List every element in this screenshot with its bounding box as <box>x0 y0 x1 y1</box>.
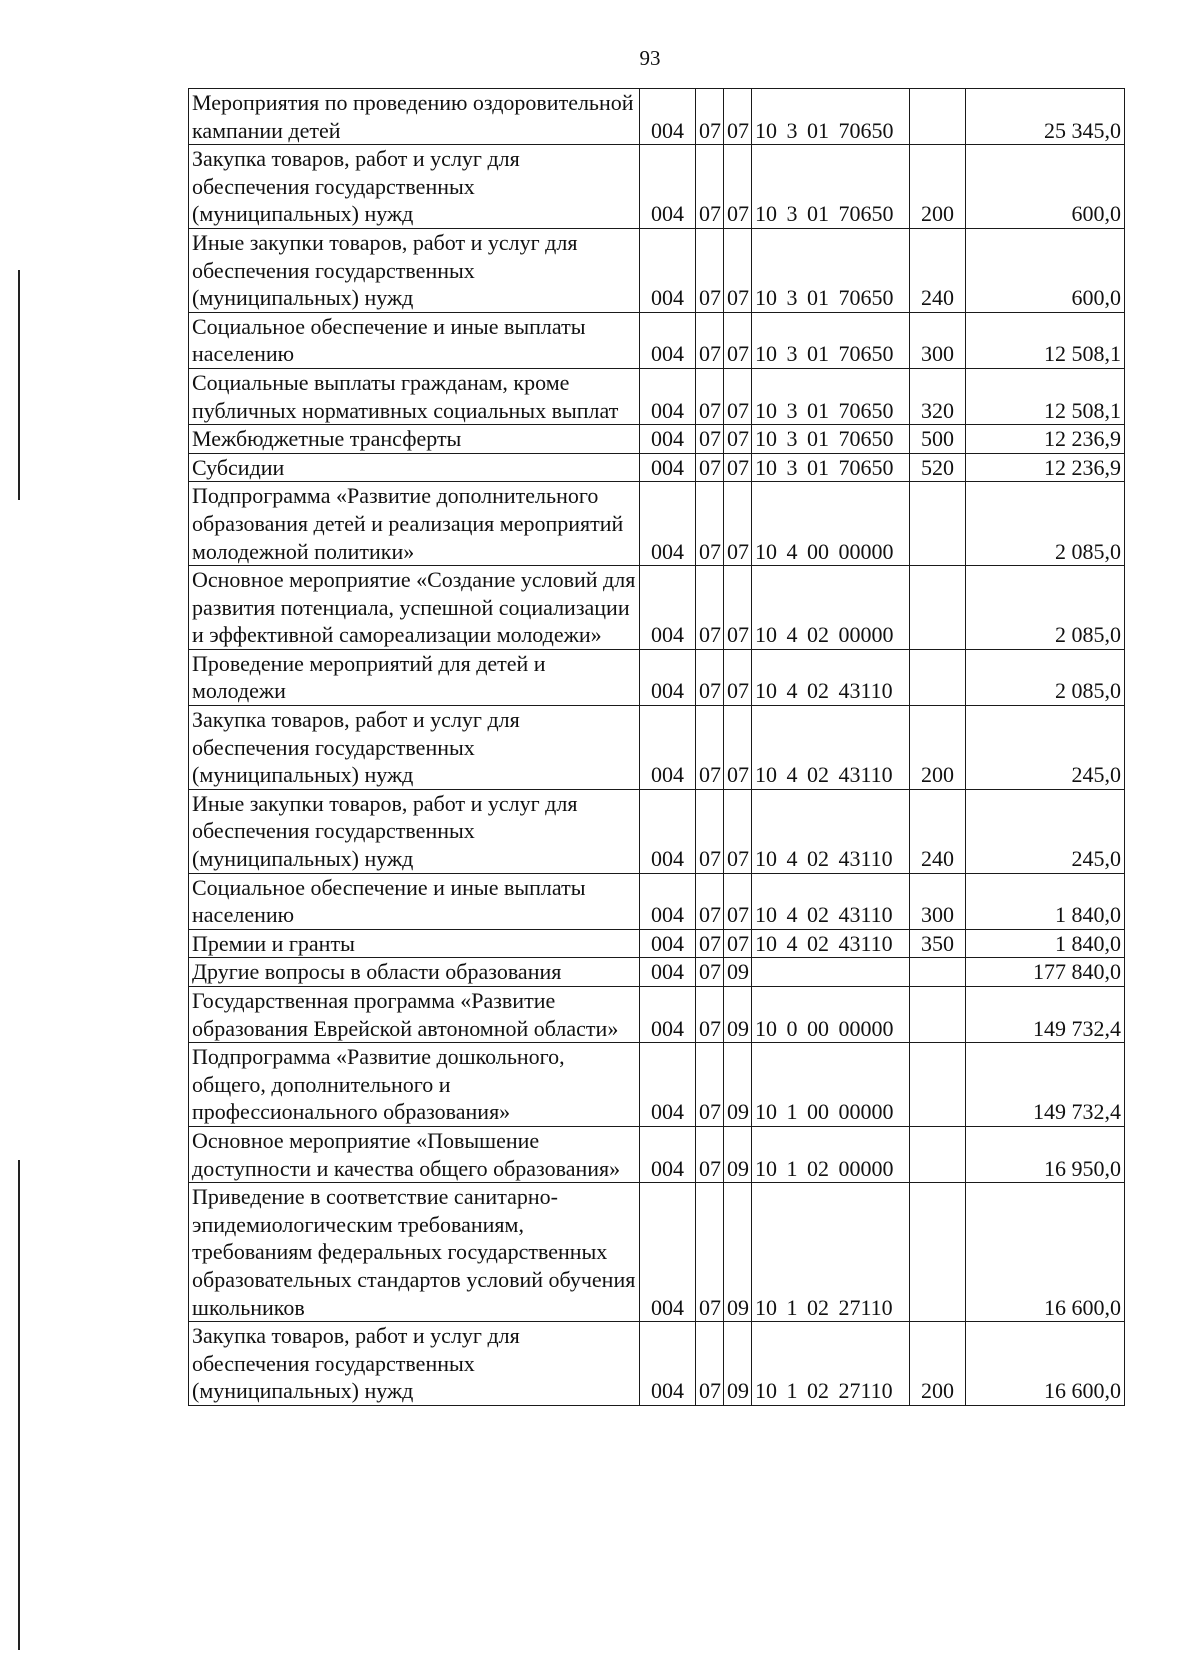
grbs-code-cell: 004 <box>640 649 696 705</box>
section-code-cell: 07 <box>696 649 724 705</box>
grbs-code-cell: 004 <box>640 1322 696 1406</box>
subsection-code-cell: 09 <box>724 958 752 987</box>
amount-cell: 12 236,9 <box>966 425 1125 454</box>
row-name-cell: Социальное обеспечение и иные выплаты населению <box>189 873 640 929</box>
row-name-cell: Социальные выплаты гражданам, кроме публичных нормативных социальных выплат <box>189 368 640 424</box>
budget-table-body <box>189 89 1125 1406</box>
amount-cell: 149 732,4 <box>966 987 1125 1043</box>
grbs-code-cell: 004 <box>640 1043 696 1127</box>
table-row <box>189 89 1125 145</box>
table-row <box>189 312 1125 368</box>
amount-cell: 2 085,0 <box>966 649 1125 705</box>
expense-type-code-cell <box>910 566 966 650</box>
grbs-code-cell: 004 <box>640 706 696 790</box>
table-row <box>189 649 1125 705</box>
expense-type-code-cell: 200 <box>910 1322 966 1406</box>
amount-cell: 600,0 <box>966 145 1125 229</box>
table-row <box>189 873 1125 929</box>
expense-type-code-cell <box>910 89 966 145</box>
amount-cell: 177 840,0 <box>966 958 1125 987</box>
subsection-code-cell: 09 <box>724 987 752 1043</box>
table-row <box>189 1322 1125 1406</box>
amount-cell: 12 508,1 <box>966 312 1125 368</box>
expense-type-code-cell: 320 <box>910 368 966 424</box>
expense-type-code-cell: 350 <box>910 929 966 958</box>
grbs-code-cell: 004 <box>640 929 696 958</box>
grbs-code-cell: 004 <box>640 873 696 929</box>
subsection-code-cell: 09 <box>724 1126 752 1182</box>
section-code-cell: 07 <box>696 789 724 873</box>
grbs-code-cell: 004 <box>640 958 696 987</box>
table-row <box>189 789 1125 873</box>
expense-type-code-cell <box>910 482 966 566</box>
expense-type-code-cell: 300 <box>910 873 966 929</box>
subsection-code-cell: 07 <box>724 453 752 482</box>
row-name-cell: Проведение мероприятий для детей и молодежи <box>189 649 640 705</box>
row-name-cell: Подпрограмма «Развитие дополнительного образования детей и реализация мероприятий молодежной политики» <box>189 482 640 566</box>
target-article-code-cell: 10 4 02 43110 <box>752 873 910 929</box>
amount-cell: 2 085,0 <box>966 566 1125 650</box>
row-name-cell: Иные закупки товаров, работ и услуг для обеспечения государственных (муниципальных) нужд <box>189 789 640 873</box>
grbs-code-cell: 004 <box>640 566 696 650</box>
target-article-code-cell: 10 3 01 70650 <box>752 312 910 368</box>
amount-cell: 2 085,0 <box>966 482 1125 566</box>
scan-margin-line <box>18 1160 20 1650</box>
target-article-code-cell: 10 3 01 70650 <box>752 228 910 312</box>
subsection-code-cell: 07 <box>724 145 752 229</box>
expense-type-code-cell: 200 <box>910 145 966 229</box>
row-name-cell: Государственная программа «Развитие образования Еврейской автономной области» <box>189 987 640 1043</box>
target-article-code-cell: 10 4 02 43110 <box>752 929 910 958</box>
section-code-cell: 07 <box>696 453 724 482</box>
table-row <box>189 228 1125 312</box>
subsection-code-cell: 09 <box>724 1322 752 1406</box>
row-name-cell: Другие вопросы в области образования <box>189 958 640 987</box>
table-row <box>189 425 1125 454</box>
row-name-cell: Иные закупки товаров, работ и услуг для обеспечения государственных (муниципальных) нужд <box>189 228 640 312</box>
target-article-code-cell: 10 3 01 70650 <box>752 453 910 482</box>
expense-type-code-cell <box>910 1126 966 1182</box>
table-row <box>189 1043 1125 1127</box>
expense-type-code-cell <box>910 987 966 1043</box>
table-row <box>189 482 1125 566</box>
subsection-code-cell: 07 <box>724 89 752 145</box>
amount-cell: 1 840,0 <box>966 873 1125 929</box>
row-name-cell: Субсидии <box>189 453 640 482</box>
subsection-code-cell: 09 <box>724 1043 752 1127</box>
grbs-code-cell: 004 <box>640 482 696 566</box>
subsection-code-cell: 07 <box>724 873 752 929</box>
subsection-code-cell: 07 <box>724 706 752 790</box>
page-number: 93 <box>639 46 661 70</box>
section-code-cell: 07 <box>696 368 724 424</box>
subsection-code-cell: 07 <box>724 482 752 566</box>
row-name-cell: Мероприятия по проведению оздоровительной кампании детей <box>189 89 640 145</box>
subsection-code-cell: 07 <box>724 312 752 368</box>
grbs-code-cell: 004 <box>640 987 696 1043</box>
grbs-code-cell: 004 <box>640 425 696 454</box>
target-article-code-cell: 10 4 02 43110 <box>752 706 910 790</box>
row-name-cell: Закупка товаров, работ и услуг для обеспечения государственных (муниципальных) нужд <box>189 706 640 790</box>
section-code-cell: 07 <box>696 312 724 368</box>
expense-type-code-cell: 200 <box>910 706 966 790</box>
target-article-code-cell: 10 1 02 27110 <box>752 1322 910 1406</box>
row-name-cell: Межбюджетные трансферты <box>189 425 640 454</box>
table-row <box>189 145 1125 229</box>
target-article-code-cell: 10 1 00 00000 <box>752 1043 910 1127</box>
section-code-cell: 07 <box>696 145 724 229</box>
target-article-code-cell: 10 0 00 00000 <box>752 987 910 1043</box>
section-code-cell: 07 <box>696 228 724 312</box>
row-name-cell: Закупка товаров, работ и услуг для обеспечения государственных (муниципальных) нужд <box>189 145 640 229</box>
target-article-code-cell: 10 3 01 70650 <box>752 89 910 145</box>
section-code-cell: 07 <box>696 958 724 987</box>
grbs-code-cell: 004 <box>640 368 696 424</box>
subsection-code-cell: 07 <box>724 649 752 705</box>
target-article-code-cell: 10 4 02 43110 <box>752 789 910 873</box>
row-name-cell: Основное мероприятие «Повышение доступности и качества общего образования» <box>189 1126 640 1182</box>
subsection-code-cell: 07 <box>724 368 752 424</box>
row-name-cell: Приведение в соответствие санитарно-эпидемиологическим требованиям, требованиям федеральных государственных образовательных стандартов условий обучения школьников <box>189 1183 640 1322</box>
row-name-cell: Подпрограмма «Развитие дошкольного, общего, дополнительного и профессионального образования» <box>189 1043 640 1127</box>
amount-cell: 149 732,4 <box>966 1043 1125 1127</box>
section-code-cell: 07 <box>696 1322 724 1406</box>
table-row <box>189 1126 1125 1182</box>
section-code-cell: 07 <box>696 425 724 454</box>
expense-type-code-cell: 240 <box>910 228 966 312</box>
table-row <box>189 368 1125 424</box>
section-code-cell: 07 <box>696 1183 724 1322</box>
section-code-cell: 07 <box>696 706 724 790</box>
target-article-code-cell: 10 1 02 27110 <box>752 1183 910 1322</box>
subsection-code-cell: 07 <box>724 789 752 873</box>
expense-type-code-cell: 240 <box>910 789 966 873</box>
amount-cell: 245,0 <box>966 706 1125 790</box>
section-code-cell: 07 <box>696 482 724 566</box>
target-article-code-cell: 10 1 02 00000 <box>752 1126 910 1182</box>
grbs-code-cell: 004 <box>640 89 696 145</box>
target-article-code-cell: 10 4 02 00000 <box>752 566 910 650</box>
target-article-code-cell: 10 4 02 43110 <box>752 649 910 705</box>
expense-type-code-cell <box>910 649 966 705</box>
row-name-cell: Закупка товаров, работ и услуг для обеспечения государственных (муниципальных) нужд <box>189 1322 640 1406</box>
table-row <box>189 566 1125 650</box>
grbs-code-cell: 004 <box>640 1183 696 1322</box>
target-article-code-cell: 10 3 01 70650 <box>752 425 910 454</box>
amount-cell: 25 345,0 <box>966 89 1125 145</box>
table-row <box>189 929 1125 958</box>
amount-cell: 16 600,0 <box>966 1183 1125 1322</box>
section-code-cell: 07 <box>696 929 724 958</box>
table-row <box>189 453 1125 482</box>
row-name-cell: Премии и гранты <box>189 929 640 958</box>
table-row <box>189 1183 1125 1322</box>
amount-cell: 245,0 <box>966 789 1125 873</box>
target-article-code-cell: 10 4 00 00000 <box>752 482 910 566</box>
expense-type-code-cell: 300 <box>910 312 966 368</box>
amount-cell: 16 950,0 <box>966 1126 1125 1182</box>
section-code-cell: 07 <box>696 1126 724 1182</box>
table-row <box>189 706 1125 790</box>
row-name-cell: Основное мероприятие «Создание условий для развития потенциала, успешной социализации и эффективной самореализации молодежи» <box>189 566 640 650</box>
subsection-code-cell: 07 <box>724 228 752 312</box>
section-code-cell: 07 <box>696 987 724 1043</box>
subsection-code-cell: 09 <box>724 1183 752 1322</box>
expense-type-code-cell: 500 <box>910 425 966 454</box>
grbs-code-cell: 004 <box>640 453 696 482</box>
grbs-code-cell: 004 <box>640 1126 696 1182</box>
grbs-code-cell: 004 <box>640 145 696 229</box>
table-row <box>189 958 1125 987</box>
scan-margin-line <box>18 270 20 500</box>
section-code-cell: 07 <box>696 1043 724 1127</box>
table-row <box>189 987 1125 1043</box>
expense-type-code-cell <box>910 1043 966 1127</box>
budget-table <box>188 88 1125 1406</box>
target-article-code-cell: 10 3 01 70650 <box>752 145 910 229</box>
amount-cell: 12 508,1 <box>966 368 1125 424</box>
grbs-code-cell: 004 <box>640 228 696 312</box>
section-code-cell: 07 <box>696 566 724 650</box>
expense-type-code-cell: 520 <box>910 453 966 482</box>
amount-cell: 1 840,0 <box>966 929 1125 958</box>
section-code-cell: 07 <box>696 873 724 929</box>
target-article-code-cell <box>752 958 910 987</box>
expense-type-code-cell <box>910 1183 966 1322</box>
grbs-code-cell: 004 <box>640 312 696 368</box>
subsection-code-cell: 07 <box>724 929 752 958</box>
amount-cell: 16 600,0 <box>966 1322 1125 1406</box>
expense-type-code-cell <box>910 958 966 987</box>
section-code-cell: 07 <box>696 89 724 145</box>
amount-cell: 12 236,9 <box>966 453 1125 482</box>
target-article-code-cell: 10 3 01 70650 <box>752 368 910 424</box>
amount-cell: 600,0 <box>966 228 1125 312</box>
row-name-cell: Социальное обеспечение и иные выплаты населению <box>189 312 640 368</box>
subsection-code-cell: 07 <box>724 425 752 454</box>
subsection-code-cell: 07 <box>724 566 752 650</box>
grbs-code-cell: 004 <box>640 789 696 873</box>
